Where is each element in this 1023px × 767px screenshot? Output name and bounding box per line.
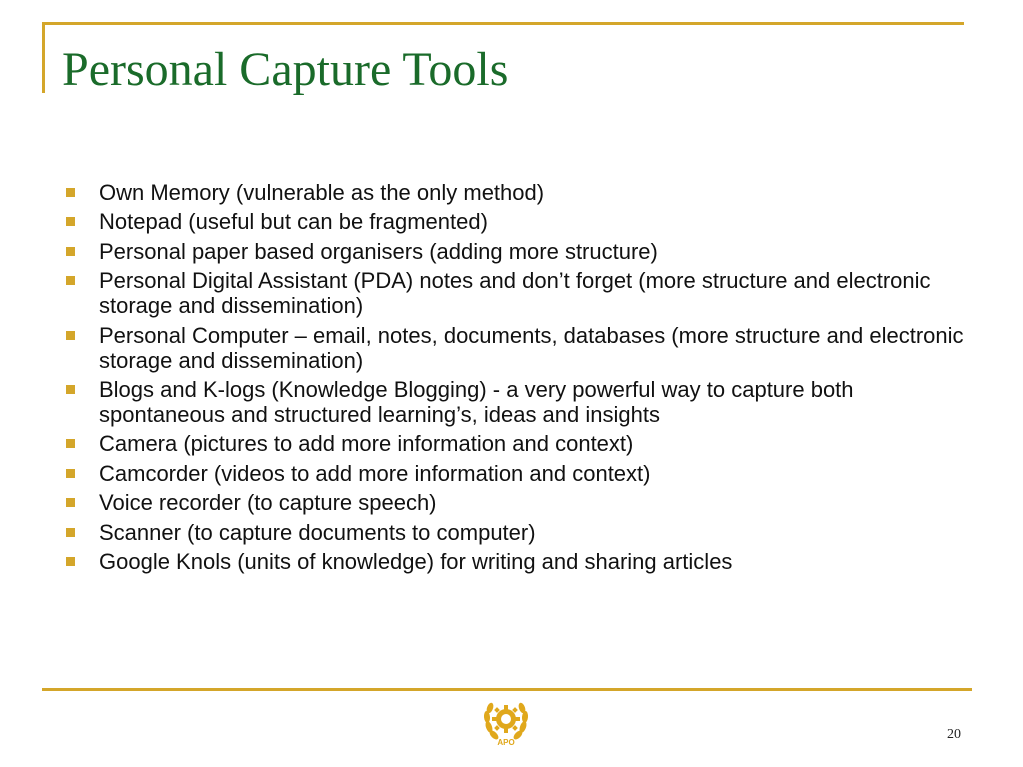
bullet-item bbox=[66, 239, 966, 264]
bullet-text: Voice recorder (to capture speech) bbox=[99, 490, 437, 516]
bullet-item bbox=[66, 323, 966, 373]
square-bullet-icon bbox=[66, 331, 75, 340]
footer-line bbox=[42, 688, 972, 691]
bullet-text: Camera (pictures to add more information and context) bbox=[99, 431, 634, 457]
bullet-item bbox=[66, 209, 966, 234]
bullet-text: Blogs and K-logs (Knowledge Blogging) - a very powerful way to capture both spontaneous and structured learning’s, ideas and insights bbox=[99, 376, 854, 427]
square-bullet-icon bbox=[66, 217, 75, 226]
bullet-text: Notepad (useful but can be fragmented) bbox=[99, 209, 488, 235]
bullet-text: Personal Digital Assistant (PDA) notes and don’t forget (more structure and electronic storage and dissemination) bbox=[99, 268, 931, 319]
logo-text: APO bbox=[497, 738, 515, 747]
square-bullet-icon bbox=[66, 439, 75, 448]
page-number: 20 bbox=[947, 727, 961, 742]
square-bullet-icon bbox=[66, 276, 75, 285]
square-bullet-icon bbox=[66, 528, 75, 537]
square-bullet-icon bbox=[66, 557, 75, 566]
bullet-item bbox=[66, 490, 966, 515]
frame-top-line bbox=[42, 22, 964, 25]
square-bullet-icon bbox=[66, 469, 75, 478]
bullet-text: Personal paper based organisers (adding more structure) bbox=[99, 238, 658, 264]
bullet-text: Scanner (to capture documents to computer) bbox=[99, 519, 536, 545]
frame-vertical-line bbox=[42, 22, 45, 93]
bullet-item bbox=[66, 377, 966, 427]
bullet-text: Personal Computer – email, notes, documents, databases (more structure and electronic storage and dissemination) bbox=[99, 322, 964, 373]
bullet-item bbox=[66, 520, 966, 545]
square-bullet-icon bbox=[66, 247, 75, 256]
bullet-item bbox=[66, 549, 966, 574]
bullet-text: Google Knols (units of knowledge) for writing and sharing articles bbox=[99, 548, 733, 574]
square-bullet-icon bbox=[66, 385, 75, 394]
bullet-text: Camcorder (videos to add more information and context) bbox=[99, 460, 651, 486]
square-bullet-icon bbox=[66, 498, 75, 507]
apo-logo-icon bbox=[480, 697, 532, 747]
bullet-item bbox=[66, 431, 966, 456]
bullet-item bbox=[66, 180, 966, 205]
bullet-item bbox=[66, 461, 966, 486]
bullet-list bbox=[66, 180, 966, 578]
square-bullet-icon bbox=[66, 188, 75, 197]
bullet-text: Own Memory (vulnerable as the only method) bbox=[99, 180, 545, 205]
slide-title: Personal Capture Tools bbox=[62, 43, 509, 96]
bullet-item bbox=[66, 268, 966, 318]
